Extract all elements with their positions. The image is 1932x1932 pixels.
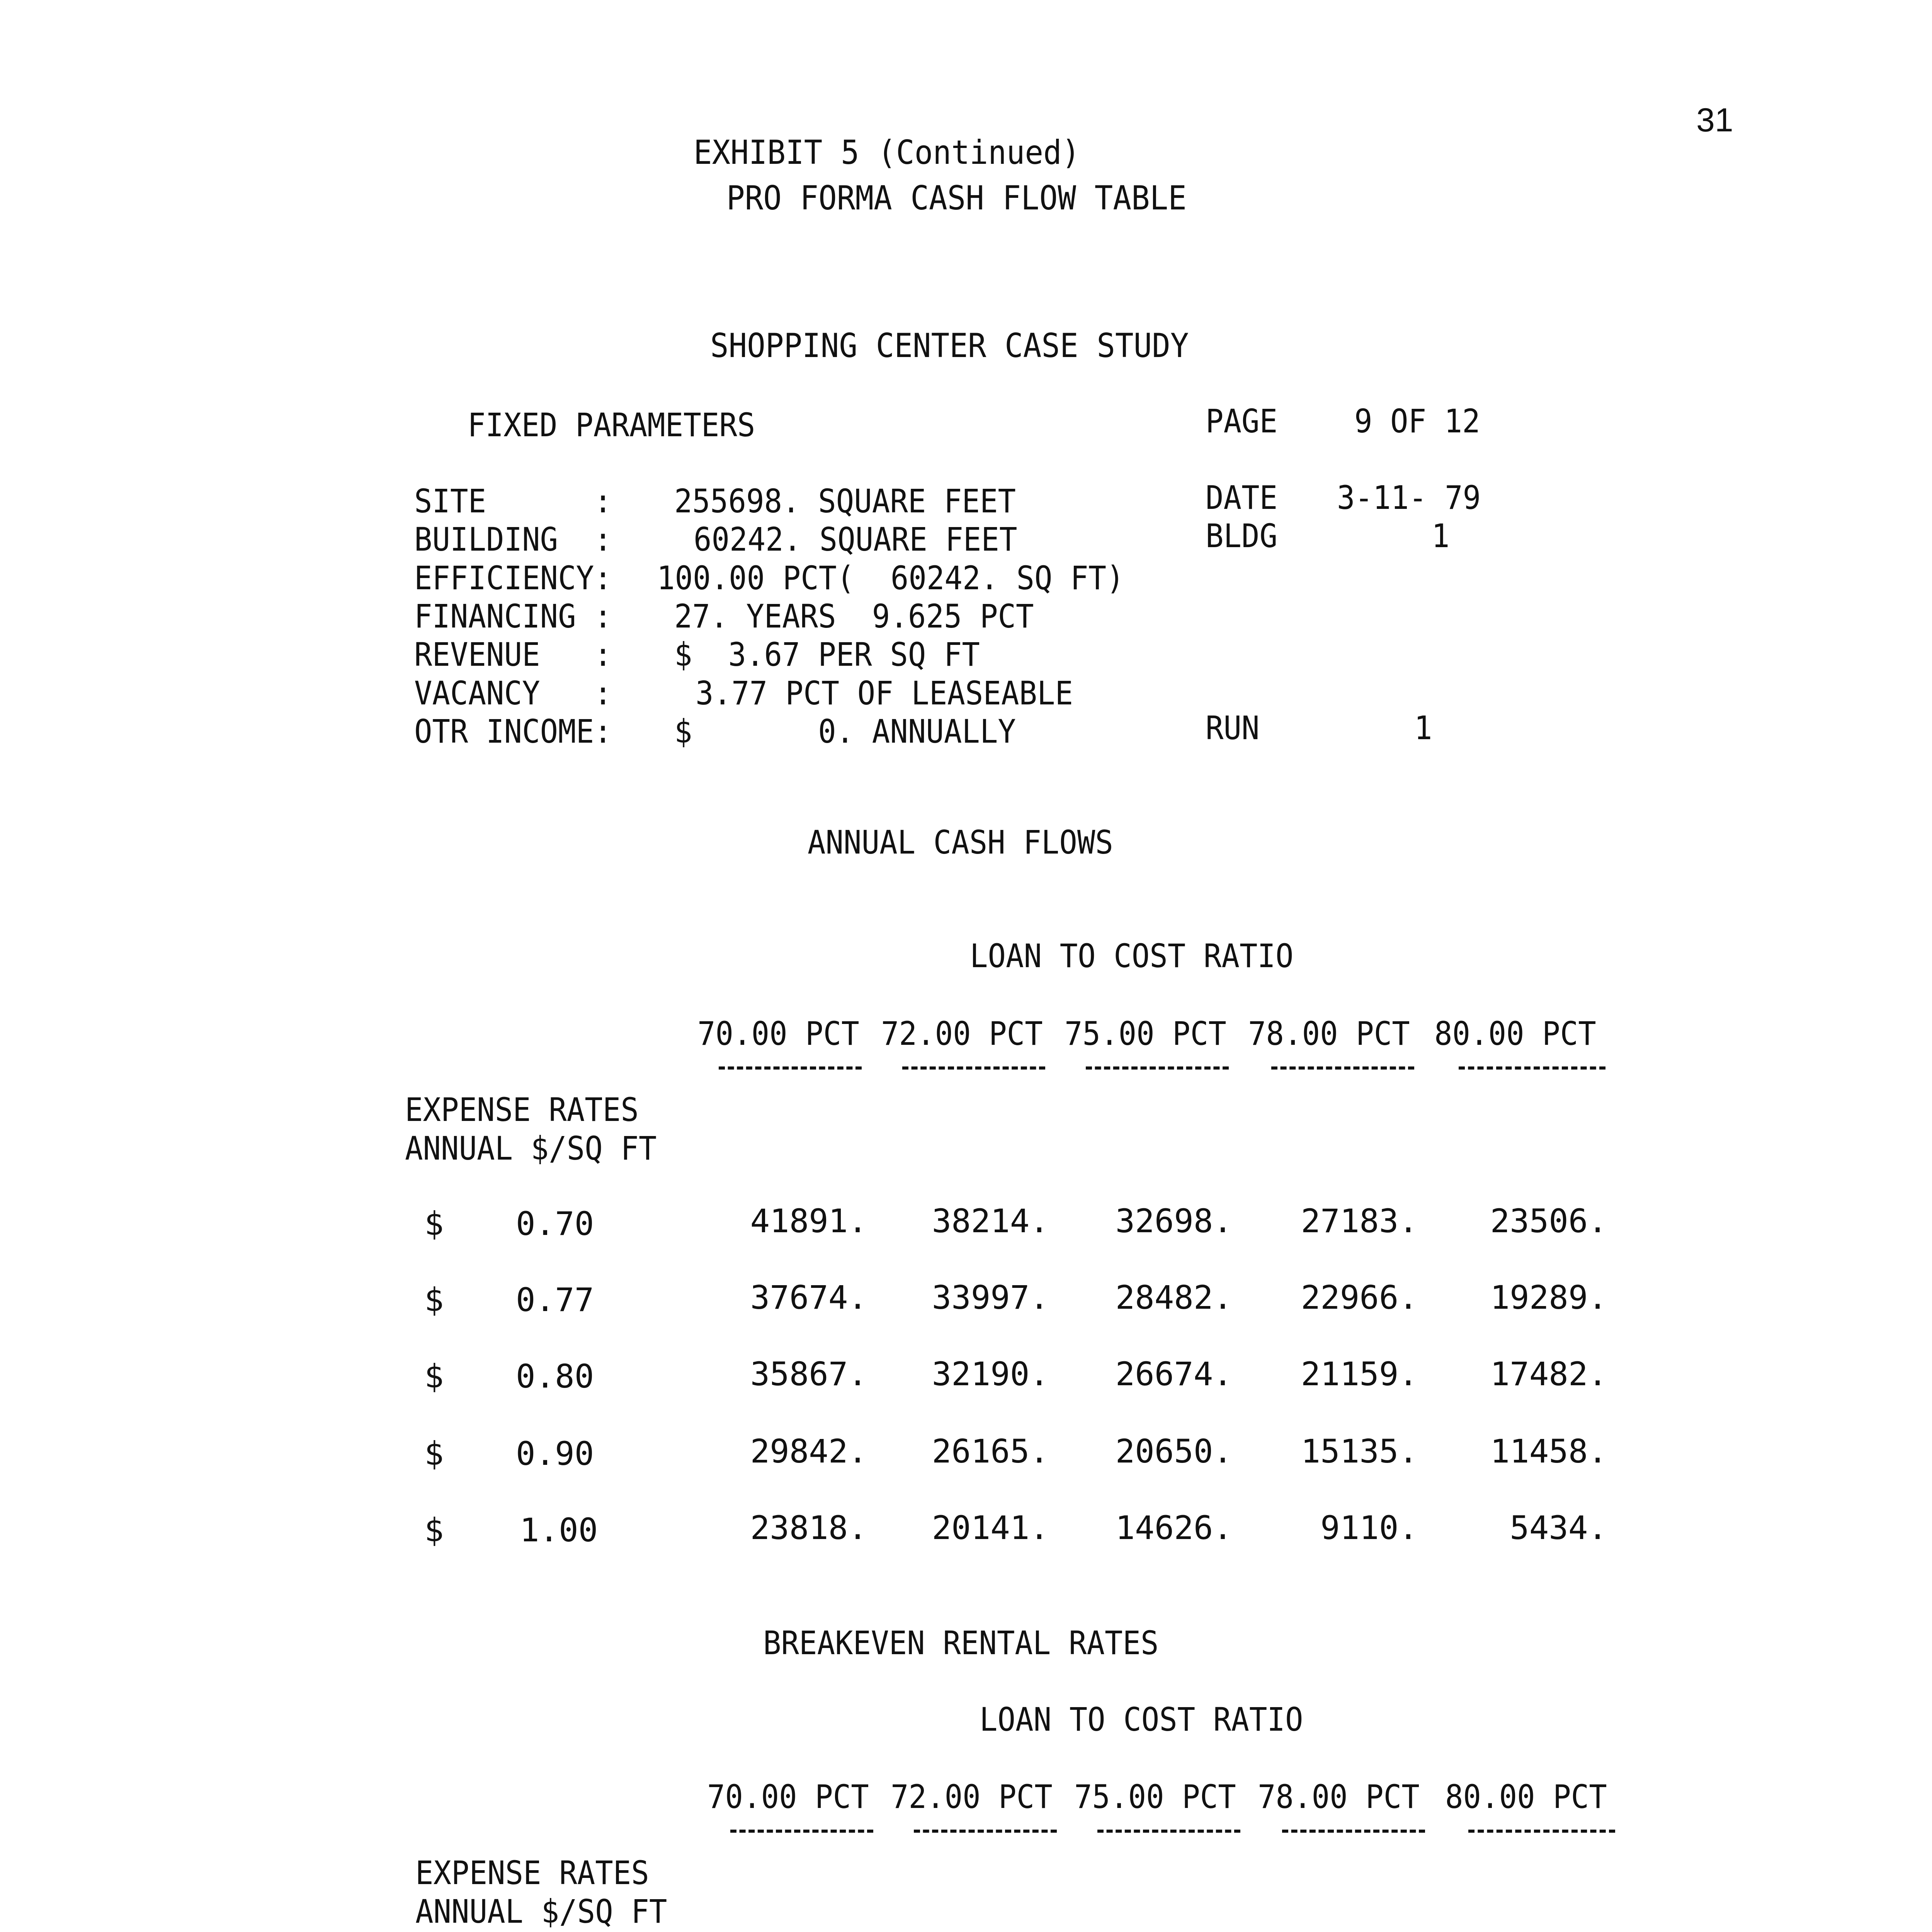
expense-rate: 0.77 xyxy=(516,1281,594,1319)
annual-col-header: 72.00 PCT xyxy=(881,1015,1043,1053)
cash-flow-value: 22966. xyxy=(1301,1279,1418,1316)
column-underline xyxy=(730,1830,873,1833)
breakeven-title: BREAKEVEN RENTAL RATES xyxy=(763,1624,1159,1662)
column-underline xyxy=(1097,1830,1240,1833)
run-label: RUN xyxy=(1206,709,1260,747)
param-value-revenue: $ 3.67 PER SQ FT xyxy=(674,636,980,673)
expense-rate: 0.80 xyxy=(516,1357,594,1395)
param-label-site: SITE : xyxy=(414,482,612,520)
annual-cash-flows-title: ANNUAL CASH FLOWS xyxy=(808,823,1113,861)
param-value-building: 60242. SQUARE FEET xyxy=(694,520,1017,558)
param-value-other-income: $ 0. ANNUALLY xyxy=(674,713,1016,750)
currency-symbol: $ xyxy=(424,1435,444,1473)
breakeven-col-header: 80.00 PCT xyxy=(1445,1778,1607,1816)
column-underline xyxy=(1468,1830,1615,1833)
cash-flow-value: 23818. xyxy=(750,1509,867,1547)
currency-symbol: $ xyxy=(424,1511,444,1549)
cash-flow-value: 32190. xyxy=(932,1355,1049,1393)
cash-flow-value: 27183. xyxy=(1301,1202,1418,1240)
date-value: 3-11- 79 xyxy=(1337,479,1481,517)
column-underline xyxy=(1459,1066,1605,1070)
breakeven-row-header-line1: EXPENSE RATES xyxy=(415,1854,649,1892)
cash-flow-value: 21159. xyxy=(1301,1355,1418,1393)
param-label-efficiency: EFFICIENCY: xyxy=(414,559,612,597)
breakeven-col-header: 75.00 PCT xyxy=(1074,1778,1236,1816)
cash-flow-value: 28482. xyxy=(1115,1279,1233,1316)
cash-flow-value: 5434. xyxy=(1510,1509,1607,1547)
run-value: 1 xyxy=(1414,709,1432,747)
bldg-value: 1 xyxy=(1432,517,1450,555)
param-value-site: 255698. SQUARE FEET xyxy=(674,482,1016,520)
expense-rate: 1.00 xyxy=(520,1511,598,1549)
annual-row-header-line2: ANNUAL $/SQ FT xyxy=(405,1129,657,1167)
param-label-building: BUILDING : xyxy=(414,520,612,558)
page-value: 9 OF 12 xyxy=(1354,402,1480,440)
column-underline xyxy=(719,1066,862,1070)
param-value-financing: 27. YEARS 9.625 PCT xyxy=(674,597,1034,635)
cash-flow-value: 20141. xyxy=(932,1509,1049,1547)
study-title: SHOPPING CENTER CASE STUDY xyxy=(710,327,1189,365)
breakeven-col-header: 70.00 PCT xyxy=(707,1778,869,1816)
bldg-label: BLDG xyxy=(1206,517,1278,555)
annual-ratio-title: LOAN TO COST RATIO xyxy=(970,937,1294,975)
cash-flow-value: 11458. xyxy=(1490,1432,1607,1470)
breakeven-ratio-title: LOAN TO COST RATIO xyxy=(980,1701,1303,1738)
cash-flow-value: 26674. xyxy=(1115,1355,1233,1393)
page-label: PAGE xyxy=(1206,402,1278,440)
cash-flow-value: 20650. xyxy=(1115,1432,1233,1470)
cash-flow-value: 41891. xyxy=(750,1202,867,1240)
page-number: 31 xyxy=(1696,102,1733,139)
param-label-financing: FINANCING : xyxy=(414,597,612,635)
fixed-parameters-label: FIXED PARAMETERS xyxy=(468,406,755,444)
cash-flow-value: 38214. xyxy=(932,1202,1049,1240)
currency-symbol: $ xyxy=(424,1357,444,1395)
column-underline xyxy=(1271,1066,1414,1070)
cash-flow-value: 32698. xyxy=(1115,1202,1233,1240)
column-underline xyxy=(914,1830,1057,1833)
cash-flow-value: 23506. xyxy=(1490,1202,1607,1240)
currency-symbol: $ xyxy=(424,1205,444,1243)
param-label-other-income: OTR INCOME: xyxy=(414,713,612,750)
annual-col-header: 78.00 PCT xyxy=(1248,1015,1410,1053)
annual-col-header: 75.00 PCT xyxy=(1065,1015,1226,1053)
cash-flow-value: 37674. xyxy=(750,1279,867,1316)
expense-rate: 0.90 xyxy=(516,1435,594,1473)
exhibit-subtitle: PRO FORMA CASH FLOW TABLE xyxy=(726,179,1187,218)
column-underline xyxy=(1282,1830,1425,1833)
cash-flow-value: 9110. xyxy=(1320,1509,1418,1547)
param-value-vacancy: 3.77 PCT OF LEASEABLE xyxy=(696,674,1073,712)
cash-flow-value: 19289. xyxy=(1490,1279,1607,1316)
expense-rate: 0.70 xyxy=(516,1205,594,1243)
breakeven-row-header-line2: ANNUAL $/SQ FT xyxy=(415,1893,667,1930)
cash-flow-value: 35867. xyxy=(750,1355,867,1393)
cash-flow-value: 15135. xyxy=(1301,1432,1418,1470)
annual-row-header-line1: EXPENSE RATES xyxy=(405,1091,639,1129)
param-value-efficiency: 100.00 PCT( 60242. SQ FT) xyxy=(657,559,1124,597)
date-label: DATE xyxy=(1206,479,1278,517)
cash-flow-value: 14626. xyxy=(1115,1509,1233,1547)
column-underline xyxy=(902,1066,1045,1070)
cash-flow-value: 17482. xyxy=(1490,1355,1607,1393)
column-underline xyxy=(1086,1066,1229,1070)
exhibit-title: EXHIBIT 5 (Continued) xyxy=(694,133,1080,172)
breakeven-col-header: 72.00 PCT xyxy=(891,1778,1053,1816)
currency-symbol: $ xyxy=(424,1281,444,1319)
annual-col-header: 80.00 PCT xyxy=(1434,1015,1596,1053)
breakeven-col-header: 78.00 PCT xyxy=(1258,1778,1420,1816)
cash-flow-value: 26165. xyxy=(932,1432,1049,1470)
cash-flow-value: 29842. xyxy=(750,1432,867,1470)
annual-col-header: 70.00 PCT xyxy=(697,1015,859,1053)
param-label-revenue: REVENUE : xyxy=(414,636,612,673)
cash-flow-value: 33997. xyxy=(932,1279,1049,1316)
param-label-vacancy: VACANCY : xyxy=(414,674,612,712)
